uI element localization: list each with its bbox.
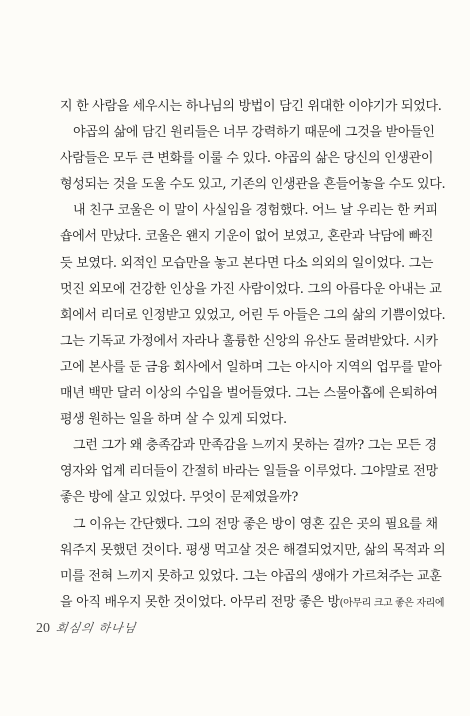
running-title: 회심의 하나님 — [54, 621, 138, 635]
page-number: 20 — [36, 621, 50, 636]
paragraph-line: 좋은 방에 살고 있었다. 무엇이 문제였을까? — [60, 490, 299, 506]
paragraph-line: 멋진 외모에 건강한 인상을 가진 사람이었다. 그의 아름다운 아내는 교 — [60, 281, 442, 297]
paragraph-line: 미를 전혀 느끼지 못하고 있었다. 그는 야곱의 생애가 가르쳐주는 교훈 — [60, 568, 442, 584]
paragraph-line: 회에서 리더로 인정받고 있었고, 어린 두 아들은 그의 삶의 기쁨이었다. — [60, 307, 446, 323]
inline-note: (아무리 크고 좋은 자리에 — [339, 597, 445, 609]
paragraph-line: 고에 본사를 둔 금융 회사에서 일하며 그는 아시아 지역의 업무를 맡아 — [60, 359, 442, 375]
paragraph-line: 그 이유는 간단했다. 그의 전망 좋은 방이 영혼 깊은 곳의 필요를 채 — [73, 516, 438, 532]
paragraph-line: 그는 기독교 가정에서 자라나 훌륭한 신앙의 유산도 물려받았다. 시카 — [60, 333, 438, 349]
paragraph-line: 사람들은 모두 큰 변화를 이룰 수 있다. 야곱의 삶은 당신의 인생관이 — [60, 151, 434, 167]
paragraph-line: 숍에서 만났다. 코울은 왠지 기운이 없어 보였고, 혼란과 낙담에 빠진 — [60, 229, 434, 245]
paragraph-line: 평생 원하는 일을 하며 살 수 있게 되었다. — [60, 412, 287, 428]
paragraph-line — [60, 590, 445, 617]
paragraph-line: 야곱의 삶에 담긴 원리들은 너무 강력하기 때문에 그것을 받아들인 — [73, 125, 435, 141]
paragraph-line: 그런 그가 왜 충족감과 만족감을 느끼지 못하는 걸까? 그는 모든 경 — [73, 438, 437, 454]
paragraph-line: 워주지 못했던 것이다. 평생 먹고살 것은 해결되었지만, 삶의 목적과 의 — [60, 542, 446, 558]
page-footer — [36, 619, 136, 637]
paragraph-line: 매년 백만 달러 이상의 수입을 벌어들였다. 그는 스물아홉에 은퇴하여 — [60, 386, 438, 402]
paragraph-line: 듯 보였다. 외적인 모습만을 놓고 본다면 다소 의외의 일이었다. 그는 — [60, 255, 434, 271]
body-text — [60, 94, 446, 617]
paragraph-line-text: 을 아직 배우지 못한 것이었다. 아무리 전망 좋은 방 — [60, 594, 340, 610]
paragraph-line: 영자와 업계 리더들이 간절히 바라는 일들을 이루었다. 그야말로 전망 — [60, 464, 438, 480]
paragraph-line: 형성되는 것을 도울 수도 있고, 기존의 인생관을 흔들어놓을 수도 있다. — [60, 177, 446, 193]
paragraph-line: 내 친구 코울은 이 말이 사실임을 경험했다. 어느 날 우리는 한 커피 — [73, 203, 438, 219]
paragraph-line: 지 한 사람을 세우시는 하나님의 방법이 담긴 위대한 이야기가 되었다. — [60, 99, 442, 114]
